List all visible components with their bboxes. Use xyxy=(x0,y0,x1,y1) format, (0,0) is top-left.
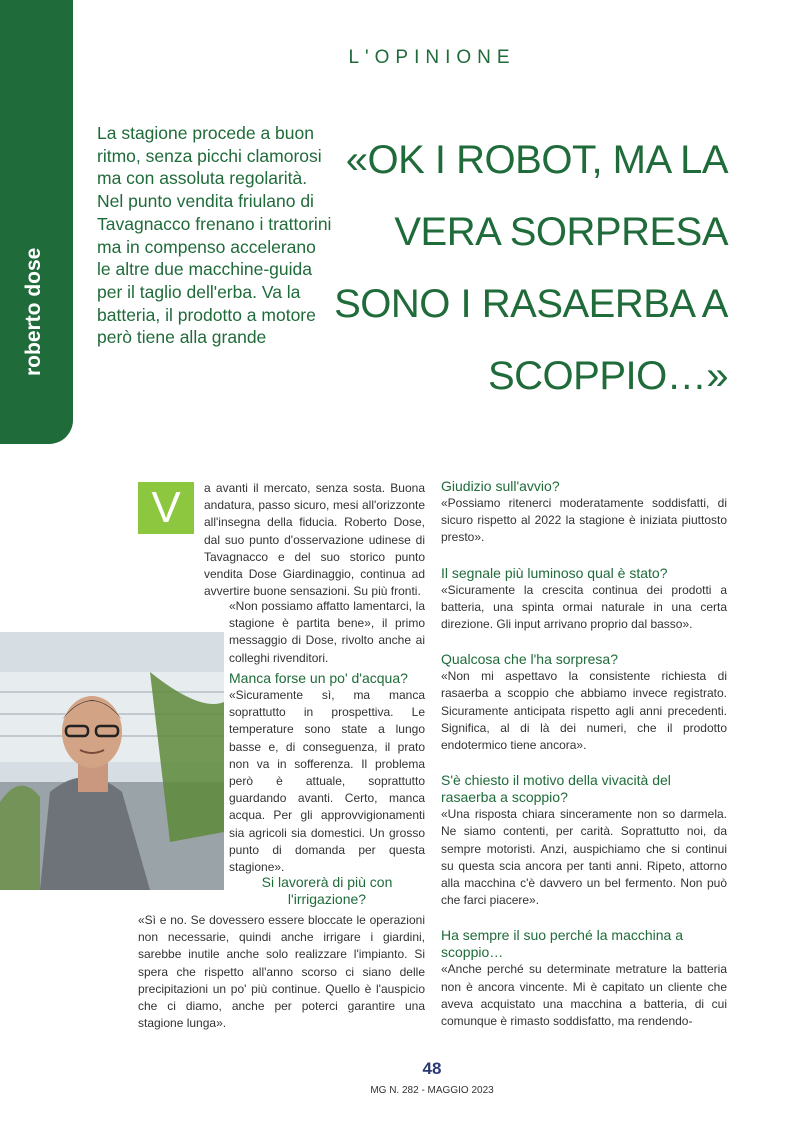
page-number: 48 xyxy=(422,1059,442,1078)
question-6: S'è chiesto il motivo della vivacità del rasaerba a scoppio? xyxy=(441,772,671,806)
portrait-photo xyxy=(0,632,224,890)
issue-info: MG N. 282 - MAGGIO 2023 xyxy=(370,1085,494,1096)
section-title: L'OPINIONE xyxy=(348,47,516,68)
answer-1: «Sicuramente sì, ma manca soprattutto in prospettiva. Le temperature sono state a lungo basse e, di conseguenza, il prato non va in sofferenza. Il problema però è attuale, soprattutto guardando avanti. Certo, manca acqua. Per gli approvvigionamenti sia agricoli sia domestici. Un grosso punto di domanda per questa stagione». xyxy=(229,688,425,875)
answer-4: «Sicuramente la crescita continua dei prodotti a batteria, una spinta ormai naturale in una certa direzione. Gli input arrivano proprio dal basso». xyxy=(441,582,727,632)
author-name: roberto dose xyxy=(22,247,45,376)
right-column xyxy=(441,478,727,1030)
intro-paragraph-b: «Non possiamo affatto lamentarci, la stagione è partita bene», il primo messaggio di Dose, rivolto anche ai colleghi rivenditori. xyxy=(229,599,425,665)
intro-text-b xyxy=(229,598,425,667)
answer-2: «Sì e no. Se dovessero essere bloccate le operazioni non necessarie, quindi anche irrigare i giardini, sarebbe inutile anche solo realizzare l'impianto. Si spera che rispetto all'anno scorso ci siano delle precipitazioni un po' più continue. Quello è l'auspicio che ci diamo, anche per poterci garantire una stagione lunga». xyxy=(138,913,425,1031)
answer-5: «Non mi aspettavo la consistente richiesta di rasaerba a scoppio che abbiamo invece registrato. Sicuramente anticipata rispetto agli anni precedenti. Significa, al di là dei numeri, che il prodotto endotermico tiene ancora». xyxy=(441,669,727,753)
drop-cap: V xyxy=(138,482,194,534)
intro-paragraph-a: a avanti il mercato, senza sosta. Buona andatura, passo sicuro, mesi all'orizzonte all'insegna della fiducia. Roberto Dose, dal suo punto d'osservazione udinese di Tavagnacco e del suo storico punto vendita Dose Giardinaggio, continua ad avvertire buone sensazioni. Su più fronti. xyxy=(204,481,425,599)
portrait-illustration xyxy=(0,632,224,890)
answer-7: «Anche perché su determinate metrature la batteria non è ancora vincente. Mi è capitato un cliente che aveva acquistato una macchina a batteria, di cui comunque è rimasto soddisfatto, ma rendendo- xyxy=(441,962,727,1029)
headline: «OK I ROBOT, MA LA VERA SORPRESA SONO I RASAERBA A SCOPPIO…» xyxy=(334,138,728,398)
qa-block-2-title xyxy=(229,874,425,908)
answer-6: «Una risposta chiara sinceramente non so darmela. Ne siamo contenti, per carità. Soprattutto noi, da sempre motoristi. Anzi, auspichiamo che si continui su questa scia ancora per tanti anni. Ripeto, attorno alla macchina c'è davvero un bel fermento. Non può che farci piacere». xyxy=(441,807,727,908)
question-1: Manca forse un po' d'acqua? xyxy=(229,670,408,686)
question-4: Il segnale più luminoso qual è stato? xyxy=(441,564,668,581)
answer-3: «Possiamo ritenerci moderatamente soddisfatti, di sicuro rispetto al 2022 la stagione è iniziata piuttosto presto». xyxy=(441,496,727,545)
question-2: Si lavorerà di più con l'irrigazione? xyxy=(261,874,393,907)
qa-block-1 xyxy=(229,670,425,876)
lead-paragraph: La stagione procede a buon ritmo, senza picchi clamorosi ma con assoluta regolarità. Nel punto vendita friulano di Tavagnacco frenano i trattorini ma in compenso accelerano le altre due macchine-guida per il taglio dell'erba. Va la batteria, il prodotto a motore però tiene alla grande xyxy=(97,123,332,348)
question-5: Qualcosa che l'ha sorpresa? xyxy=(441,651,618,668)
question-7: Ha sempre il suo perché la macchina a scoppio… xyxy=(441,927,684,961)
question-3: Giudizio sull'avvio? xyxy=(441,478,560,494)
qa-block-2 xyxy=(138,912,425,1032)
